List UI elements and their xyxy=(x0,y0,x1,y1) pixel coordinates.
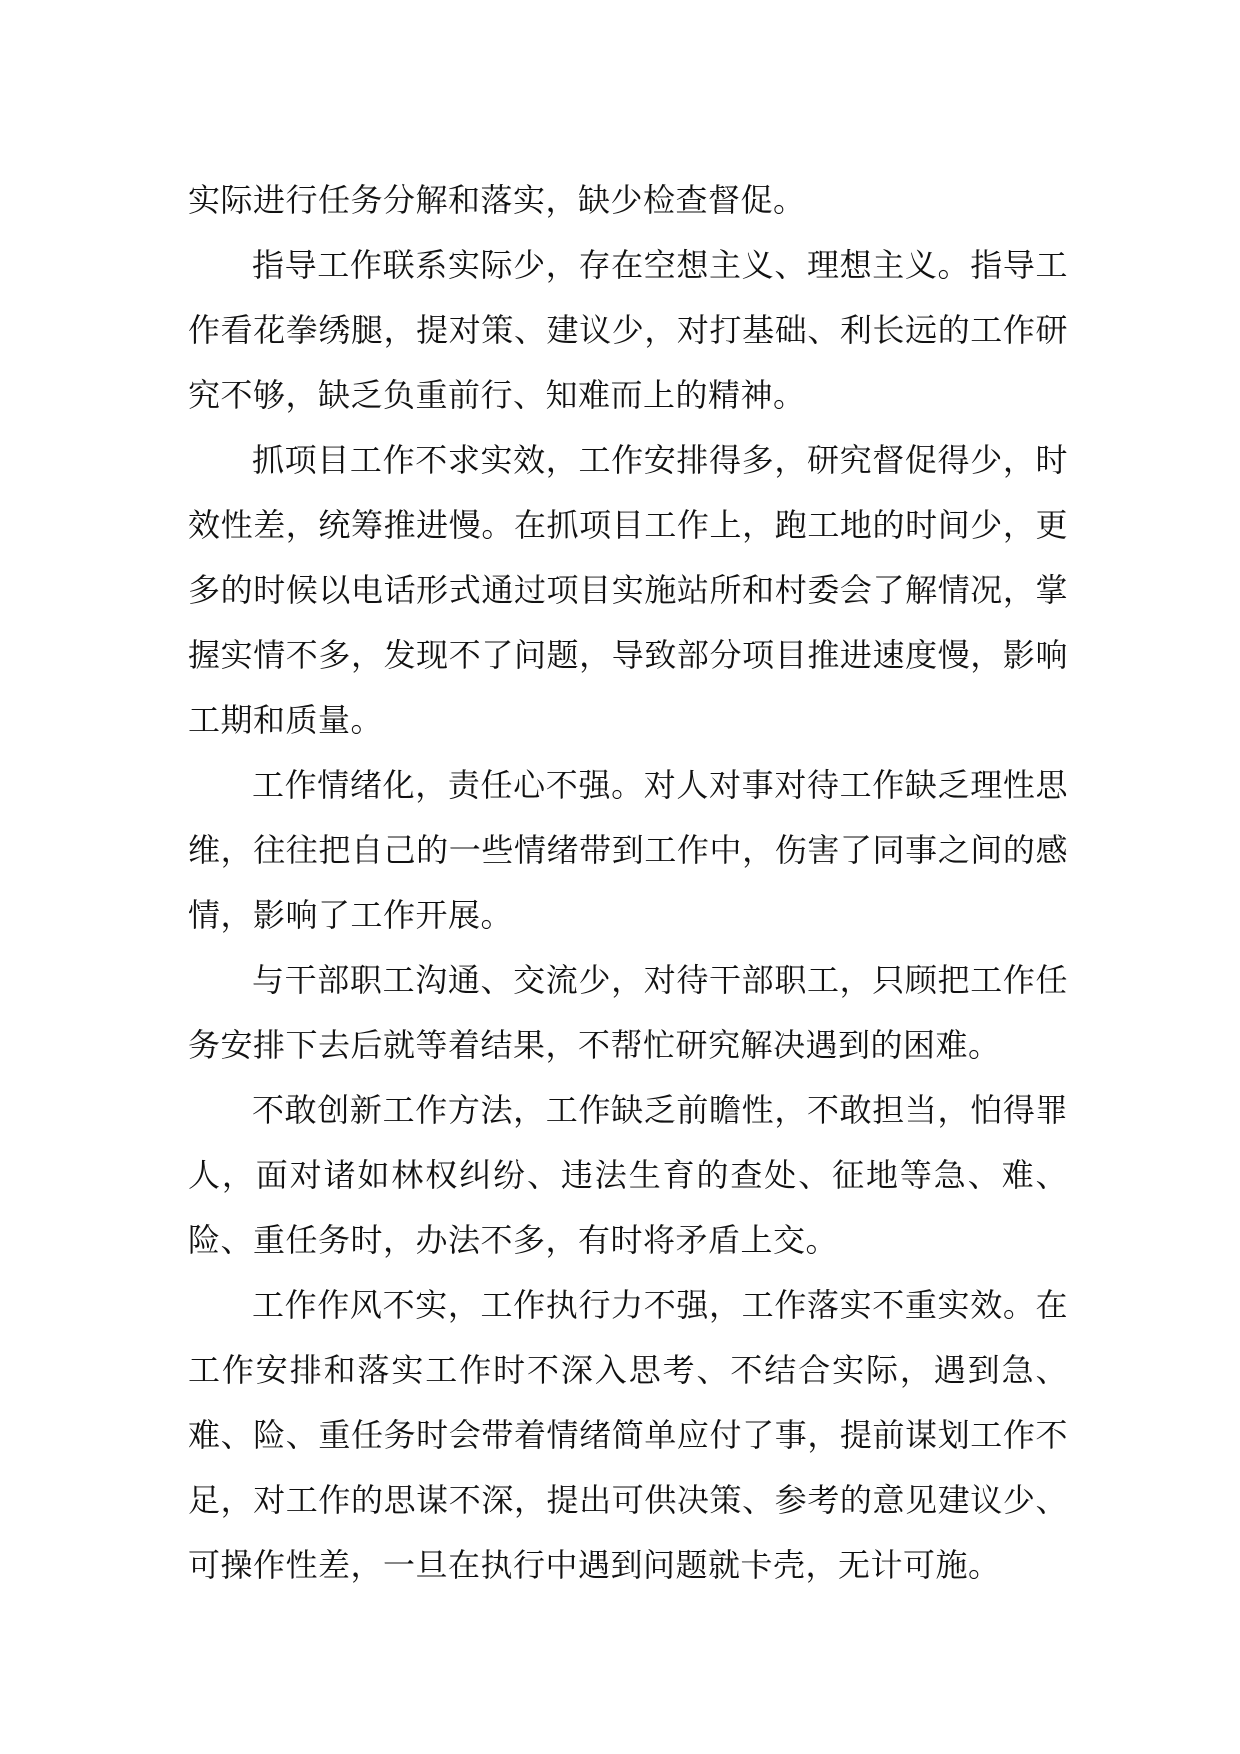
paragraph-continuation: 实际进行任务分解和落实，缺少检查督促。 xyxy=(188,181,806,219)
document-body xyxy=(188,168,1068,1598)
paragraph: 工作作风不实，工作执行力不强，工作落实不重实效。在工作安排和落实工作时不深入思考、不结合实际，遇到急、难、险、重任务时会带着情绪简单应付了事，提前谋划工作不足，对工作的思谋不深，提出可供决策、参考的意见建议少、可操作性差，一旦在执行中遇到问题就卡壳，无计可施。 xyxy=(188,1286,1068,1584)
paragraph: 抓项目工作不求实效，工作安排得多，研究督促得少，时效性差，统筹推进慢。在抓项目工作上，跑工地的时间少，更多的时候以电话形式通过项目实施站所和村委会了解情况，掌握实情不多，发现不了问题，导致部分项目推进速度慢，影响工期和质量。 xyxy=(188,441,1068,739)
paragraph: 与干部职工沟通、交流少，对待干部职工，只顾把工作任务安排下去后就等着结果，不帮忙研究解决遇到的困难。 xyxy=(188,961,1068,1064)
paragraph: 工作情绪化，责任心不强。对人对事对待工作缺乏理性思维，往往把自己的一些情绪带到工作中，伤害了同事之间的感情，影响了工作开展。 xyxy=(188,766,1068,934)
paragraph: 指导工作联系实际少，存在空想主义、理想主义。指导工作看花拳绣腿，提对策、建议少，对打基础、利长远的工作研究不够，缺乏负重前行、知难而上的精神。 xyxy=(188,246,1068,414)
paragraph: 不敢创新工作方法，工作缺乏前瞻性，不敢担当，怕得罪人，面对诸如林权纠纷、违法生育的查处、征地等急、难、险、重任务时，办法不多，有时将矛盾上交。 xyxy=(188,1091,1068,1259)
